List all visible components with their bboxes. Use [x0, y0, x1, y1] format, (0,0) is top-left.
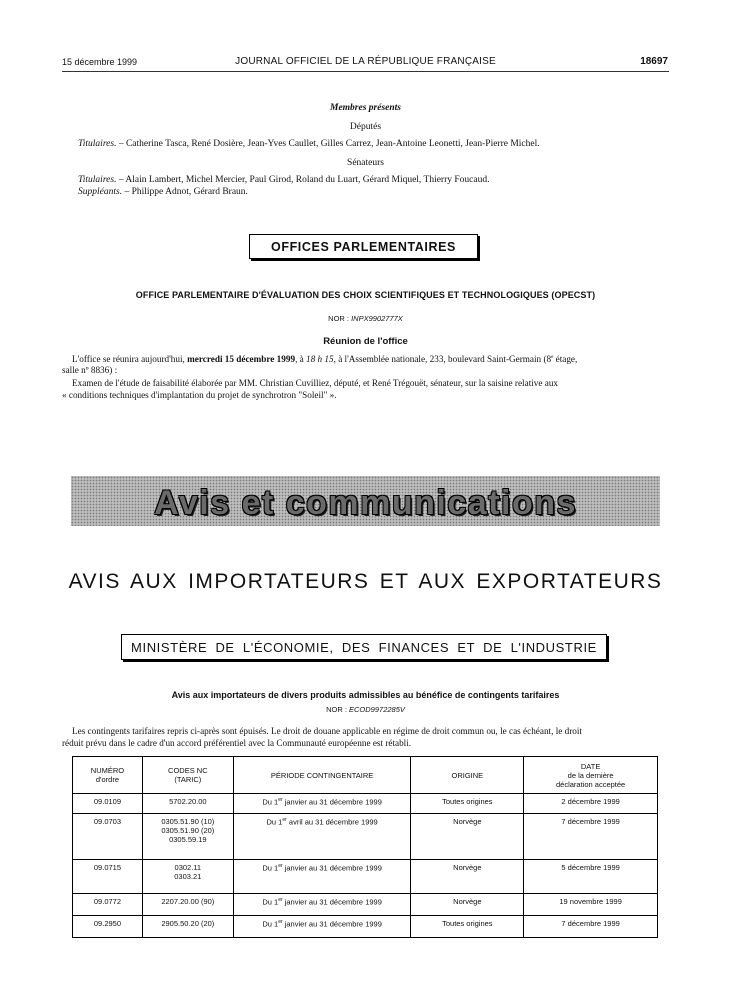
nor-code: ECOD9972285V [349, 705, 405, 714]
cell-origine: Toutes origines [411, 794, 524, 814]
senateurs-titulaires [78, 174, 489, 186]
cell-date: 7 décembre 1999 [524, 814, 658, 860]
code-line: 0302.11 [174, 863, 202, 872]
text-span: Du 1 [262, 797, 279, 807]
meeting-date: mercredi 15 décembre 1999 [187, 354, 296, 365]
suppleants-label: Suppléants. [78, 187, 123, 197]
senateurs-suppleants [78, 186, 248, 198]
avis-intro-line1: Les contingents tarifaires repris ci-après sont épuisés. Le droit de douane applicable en régime de droit commun ou, le cas échéant, le droit [72, 726, 582, 736]
office-nor [0, 314, 731, 323]
journal-title: JOURNAL OFFICIEL DE LA RÉPUBLIQUE FRANÇAISE [235, 56, 496, 67]
header-line: de la dernière [567, 770, 614, 780]
cell-periode [233, 814, 411, 860]
header-line: DATE [580, 761, 601, 771]
cell-codes [142, 794, 233, 814]
header-line: déclaration acceptée [556, 779, 626, 789]
table-header-row [73, 757, 658, 794]
header-date [524, 757, 658, 794]
reunion-paragraph-line2: salle nº 8836) : [62, 365, 118, 375]
cell-codes [142, 814, 233, 860]
cell-date: 5 décembre 1999 [524, 860, 658, 894]
deputes-label: Députés [349, 122, 382, 132]
superscript: er [278, 919, 283, 925]
senateurs-titulaires-names: – Alain Lambert, Michel Mercier, Paul Girod, Roland du Luart, Gérard Miquel, Thierry Foucaud. [116, 175, 490, 185]
text-span: janvier au 31 décembre 1999 [282, 863, 382, 873]
suppleants-names: – Philippe Adnot, Gérard Braun. [122, 187, 248, 197]
table-row [73, 916, 658, 938]
header-periode: PÉRIODE CONTINGENTAIRE [233, 757, 411, 794]
cell-numero: 09.0703 [73, 814, 143, 860]
header-date: 15 décembre 1999 [62, 57, 138, 67]
cell-codes [142, 894, 233, 916]
cell-numero: 09.0109 [73, 794, 143, 814]
code-line: 5702.20.00 [169, 797, 207, 806]
table-row [73, 860, 658, 894]
avis-nor [0, 705, 731, 714]
superscript: er [282, 817, 287, 823]
cell-date: 7 décembre 1999 [524, 916, 658, 938]
superscript: er [278, 897, 283, 903]
superscript: er [278, 797, 283, 803]
nor-label: NOR : [326, 705, 350, 714]
header-codes [142, 757, 233, 794]
nor-code: INPX9902777X [351, 314, 403, 323]
text-span: Du 1 [262, 919, 279, 929]
examen-paragraph-line2: « conditions techniques d'implantation du projet de synchrotron "Soleil" ». [62, 390, 337, 400]
table-row [73, 814, 658, 860]
reunion-title: Réunion de l'office [323, 336, 408, 347]
header-origine: ORIGINE [411, 757, 524, 794]
titulaires-label: Titulaires. [78, 175, 117, 185]
meeting-time: 18 h 15 [306, 354, 334, 365]
titulaires-label: Titulaires. [78, 139, 117, 149]
text-span: janvier au 31 décembre 1999 [282, 919, 382, 929]
text-span: Du 1 [266, 817, 283, 827]
avis-banner [71, 476, 660, 526]
text-span: janvier au 31 décembre 1999 [282, 897, 382, 907]
office-name: OFFICE PARLEMENTAIRE D'ÉVALUATION DES CHOIX SCIENTIFIQUES ET TECHNOLOGIQUES (OPECST) [135, 290, 596, 300]
cell-origine: Norvège [411, 860, 524, 894]
text-span: avril au 31 décembre 1999 [286, 817, 378, 827]
members-heading: Membres présents [330, 103, 401, 113]
text-span: , à [295, 354, 307, 365]
ministere-box: MINISTÈRE DE L'ÉCONOMIE, DES FINANCES ET DE L'INDUSTRIE [121, 634, 607, 660]
text-span: Du 1 [262, 897, 279, 907]
avis-intro-line2: réduit prévu dans le cadre d'un accord préférentiel avec la Communauté européenne est rétabli. [62, 738, 412, 748]
code-line: 0305.59.19 [169, 835, 207, 844]
superscript: er [278, 863, 283, 869]
offices-section-box: OFFICES PARLEMENTAIRES [249, 234, 478, 259]
header-line: CODES NC [168, 766, 208, 775]
reunion-paragraph-line1 [72, 352, 577, 365]
examen-paragraph-line1: Examen de l'étude de faisabilité élaborée par MM. Christian Cuvilliez, député, et René Trégouët, sénateur, sur la saisine relative aux [72, 378, 559, 388]
deputes-titulaires [78, 138, 540, 150]
text-span: janvier au 31 décembre 1999 [282, 797, 382, 807]
cell-codes [142, 916, 233, 938]
cell-origine: Norvège [411, 894, 524, 916]
header-rule [62, 71, 669, 72]
header-line: NUMÉRO [90, 766, 125, 775]
deputes-titulaires-names: – Catherine Tasca, René Dosière, Jean-Yves Caullet, Gilles Carrez, Jean-Antoine Leonetti, Jean-Pierre Michel. [116, 139, 540, 149]
cell-date: 2 décembre 1999 [524, 794, 658, 814]
avis-title: Avis aux importateurs de divers produits admissibles au bénéfice de contingents tarifaires [171, 690, 560, 700]
table-row [73, 894, 658, 916]
header-numero [73, 757, 143, 794]
banner-title: Avis et communications [154, 483, 577, 522]
code-line: 0305.51.90 (10) [161, 817, 215, 826]
cell-periode [233, 916, 411, 938]
avis-heading: AVIS AUX IMPORTATEURS ET AUX EXPORTATEURS [68, 570, 663, 593]
cell-origine: Norvège [411, 814, 524, 860]
table-row [73, 794, 658, 814]
cell-periode [233, 860, 411, 894]
text-span: Du 1 [262, 863, 279, 873]
cell-numero: 09.0715 [73, 860, 143, 894]
cell-numero: 09.2950 [73, 916, 143, 938]
page-number: 18697 [640, 56, 668, 67]
text-span: , à l'Assemblée nationale, 233, boulevard Saint-Germain (8 [333, 354, 552, 365]
cell-periode [233, 794, 411, 814]
contingents-table [72, 756, 658, 938]
cell-origine: Toutes origines [411, 916, 524, 938]
header-line: d'ordre [95, 775, 120, 784]
code-line: 0303.21 [174, 872, 202, 881]
senateurs-label: Sénateurs [347, 158, 384, 168]
text-span: L'office se réunira aujourd'hui, [72, 354, 188, 365]
cell-numero: 09.0772 [73, 894, 143, 916]
cell-codes [142, 860, 233, 894]
text-span: étage, [553, 354, 578, 365]
code-line: 0305.51.90 (20) [161, 826, 215, 835]
cell-periode [233, 894, 411, 916]
code-line: 2207.20.00 (90) [161, 897, 215, 906]
code-line: 2905.50.20 (20) [161, 919, 215, 928]
cell-date: 19 novembre 1999 [524, 894, 658, 916]
nor-label: NOR : [328, 314, 352, 323]
header-line: (TARIC) [174, 775, 202, 784]
superscript: e [551, 355, 554, 360]
